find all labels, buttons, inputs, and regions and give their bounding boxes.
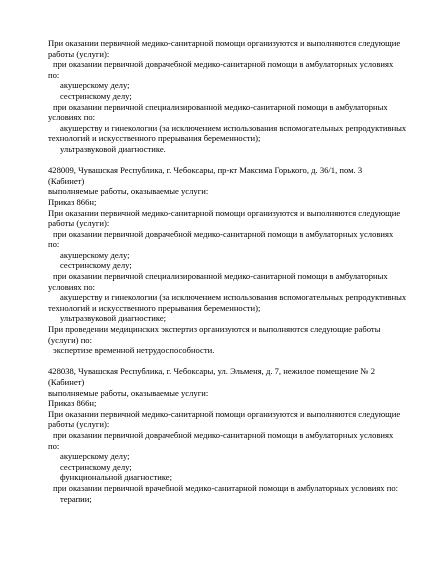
text-line: акушерству и гинекологии (за исключением использования вспомогательных репродуктивных [60, 122, 407, 133]
text-line: сестринскому делу; [60, 90, 132, 101]
text-line: акушерскому делу; [60, 249, 130, 260]
text-line: 428038, Чувашская Республика, г. Чебоксары, ул. Эльменя, д. 7, нежилое помещение № 2 [48, 366, 376, 377]
text-line: При оказании первичной медико-санитарной помощи организуются и выполняются следующие [48, 207, 401, 218]
text-line: по: [48, 69, 60, 80]
text-block [48, 366, 418, 504]
text-block [48, 38, 418, 155]
text-line: по: [48, 440, 60, 451]
text-line: экспертизе временной нетрудоспособности. [53, 345, 215, 356]
text-line: при оказании первичной специализированной медико-санитарной помощи в амбулаторных [53, 101, 388, 112]
text-line: (Кабинет) [48, 377, 85, 387]
text-line: (Кабинет) [48, 175, 85, 186]
text-line: 428009, Чувашская Республика, г. Чебоксары, пр-кт Максима Горького, д. 36/1, пом. 3 [48, 165, 363, 176]
text-line: Приказ 866н; [48, 196, 97, 207]
text-line: ультразвуковой диагностике; [60, 313, 167, 324]
text-line: (услуги) по: [48, 334, 92, 345]
text-line: при оказании первичной врачебной медико-санитарной помощи в амбулаторных условиях по: [53, 482, 399, 493]
text-line: при оказании первичной доврачебной медико-санитарной помощи в амбулаторных условиях [53, 59, 394, 70]
text-line: по: [48, 239, 60, 250]
text-line: функциональной диагностике; [60, 472, 173, 483]
text-line: акушерству и гинекологии (за исключением использования вспомогательных репродуктивных [60, 292, 407, 303]
text-line: терапии; [60, 493, 92, 504]
text-line: при оказании первичной доврачебной медико-санитарной помощи в амбулаторных условиях [53, 429, 394, 440]
text-line: технологий и искусственного прерывания беременности); [48, 133, 261, 144]
text-line: условиях по: [48, 112, 96, 123]
text-line: При оказании первичной медико-санитарной помощи организуются и выполняются следующие [48, 408, 401, 419]
text-line: работы (услуги): [48, 419, 110, 430]
text-line: акушерскому делу; [60, 451, 130, 462]
text-line: акушерскому делу; [60, 80, 130, 91]
text-line: выполняемые работы, оказываемые услуги: [48, 387, 209, 398]
text-line: При оказании первичной медико-санитарной помощи организуются и выполняются следующие [48, 38, 401, 48]
text-line: сестринскому делу; [60, 260, 132, 271]
text-line: при оказании первичной доврачебной медико-санитарной помощи в амбулаторных условиях [53, 228, 394, 239]
text-line: выполняемые работы, оказываемые услуги: [48, 186, 209, 197]
text-line: ультразвуковой диагностике. [60, 143, 166, 154]
document-body [48, 38, 418, 515]
text-line: При проведении медицинских экспертиз организуются и выполняются следующие работы [48, 324, 381, 335]
text-line: при оказании первичной специализированной медико-санитарной помощи в амбулаторных [53, 271, 388, 282]
text-block [48, 165, 418, 356]
text-line: сестринскому делу; [60, 461, 132, 472]
text-line: работы (услуги): [48, 218, 110, 229]
text-line: условиях по: [48, 281, 96, 292]
text-line: работы (услуги): [48, 48, 110, 59]
text-line: технологий и искусственного прерывания беременности); [48, 302, 261, 313]
text-line: Приказ 866н; [48, 398, 97, 409]
